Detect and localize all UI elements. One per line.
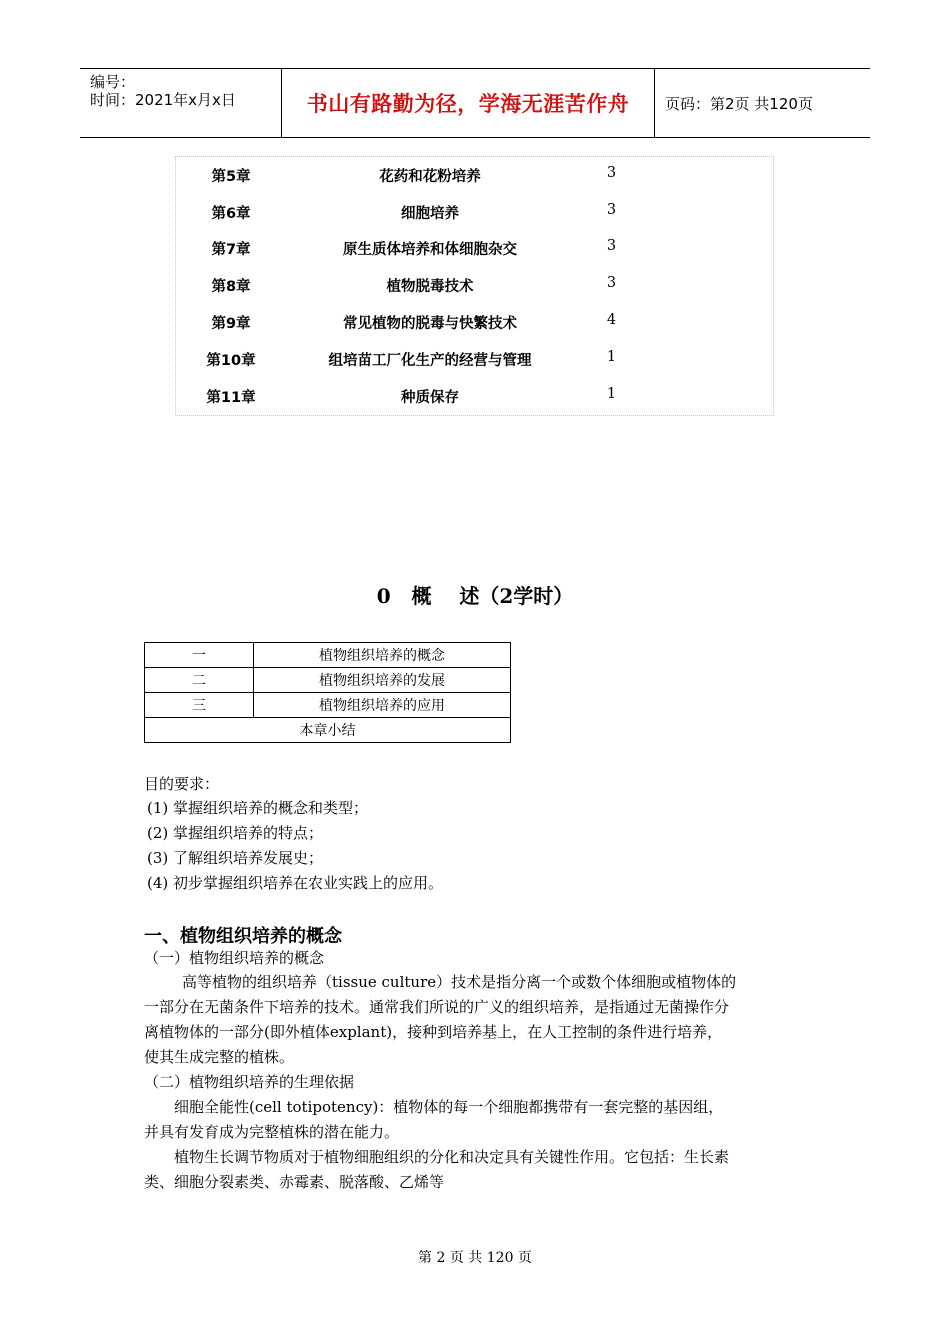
- outline-row: [145, 643, 511, 668]
- paragraph-line: 并具有发育成为完整植株的潜在能力。: [144, 1123, 400, 1141]
- objectives-label: 目的要求：: [144, 775, 220, 793]
- header-motto: 书山有路勤为径，学海无涯苦作舟: [306, 91, 630, 116]
- outline-summary-row: [145, 718, 511, 743]
- section-title: 0 概 述（2学时）: [376, 584, 574, 608]
- chapter-hours: 3: [606, 165, 617, 181]
- subsection-heading: （二）植物组织培养的生理依据: [144, 1073, 355, 1091]
- chapter-hours: 3: [606, 238, 617, 254]
- paragraph-line: 类、细胞分裂素类、赤霉素、脱落酸、乙烯等: [144, 1173, 445, 1191]
- outline-table: [144, 642, 511, 743]
- chapter-number: 第6章: [211, 206, 251, 222]
- paragraph-line: 高等植物的组织培养（tissue culture）技术是指分离一个或数个体细胞或植物体的: [182, 973, 737, 991]
- chapter-row: [176, 312, 773, 332]
- chapter-number: 第10章: [206, 353, 256, 369]
- outline-summary: 本章小结: [145, 718, 511, 743]
- outline-index: 二: [145, 668, 254, 693]
- header-motto-cell: [282, 69, 655, 137]
- header-page-info: 页码：第2页 共120页: [665, 94, 813, 113]
- chapter-name: 组培苗工厂化生产的经营与管理: [328, 353, 532, 369]
- header-meta: [80, 69, 282, 137]
- chapter-name: 植物脱毒技术: [386, 279, 474, 295]
- chapter-row: [176, 202, 773, 222]
- chapter-hours: 1: [606, 349, 617, 365]
- chapter-row: [176, 165, 773, 185]
- section-heading: 一、植物组织培养的概念: [144, 926, 342, 947]
- outline-topic: 植物组织培养的概念: [254, 643, 511, 668]
- chapter-hours: 3: [606, 202, 617, 218]
- chapter-hours: 3: [606, 275, 617, 291]
- chapter-hours: 4: [606, 312, 617, 328]
- header-page-cell: [655, 69, 870, 137]
- outline-topic: 植物组织培养的应用: [254, 693, 511, 718]
- page-footer: 第 2 页 共 120 页: [418, 1250, 532, 1266]
- chapter-number: 第5章: [211, 169, 251, 185]
- chapter-number: 第9章: [211, 316, 251, 332]
- chapter-row: [176, 386, 773, 406]
- paragraph-line: 离植物体的一部分(即外植体explant)，接种到培养基上，在人工控制的条件进行培养，: [144, 1023, 723, 1041]
- time-label: 时间：2021年x月x日: [90, 91, 236, 109]
- paragraph-line: 使其生成完整的植株。: [144, 1048, 295, 1066]
- chapter-number: 第8章: [211, 279, 251, 295]
- document-header: [80, 68, 870, 138]
- paragraph-line: 一部分在无菌条件下培养的技术。通常我们所说的广义的组织培养，是指通过无菌操作分: [144, 998, 730, 1016]
- outline-index: 一: [145, 643, 254, 668]
- objective-item: (1) 掌握组织培养的概念和类型；: [147, 799, 369, 817]
- outline-index: 三: [145, 693, 254, 718]
- chapter-table: [175, 156, 774, 416]
- chapter-hours: 1: [606, 386, 617, 402]
- chapter-name: 细胞培养: [401, 206, 459, 222]
- objective-item: (2) 掌握组织培养的特点；: [147, 824, 324, 842]
- chapter-name: 种质保存: [401, 390, 459, 406]
- subsection-heading: （一）植物组织培养的概念: [144, 949, 325, 967]
- number-label: 编号：: [90, 73, 136, 91]
- outline-topic: 植物组织培养的发展: [254, 668, 511, 693]
- paragraph-line: 植物生长调节物质对于植物细胞组织的分化和决定具有关键性作用。它包括：生长素: [174, 1148, 730, 1166]
- chapter-name: 常见植物的脱毒与快繁技术: [343, 316, 517, 332]
- chapter-row: [176, 349, 773, 369]
- chapter-name: 原生质体培养和体细胞杂交: [343, 242, 517, 258]
- objective-item: (4) 初步掌握组织培养在农业实践上的应用。: [147, 874, 444, 892]
- chapter-row: [176, 238, 773, 258]
- paragraph-line: 细胞全能性(cell totipotency)：植物体的每一个细胞都携带有一套完整的基因组，: [174, 1098, 724, 1116]
- chapter-number: 第11章: [206, 390, 256, 406]
- outline-row: [145, 668, 511, 693]
- chapter-name: 花药和花粉培养: [379, 169, 481, 185]
- outline-row: [145, 693, 511, 718]
- objective-item: (3) 了解组织培养发展史；: [147, 849, 324, 867]
- chapter-row: [176, 275, 773, 295]
- chapter-number: 第7章: [211, 242, 251, 258]
